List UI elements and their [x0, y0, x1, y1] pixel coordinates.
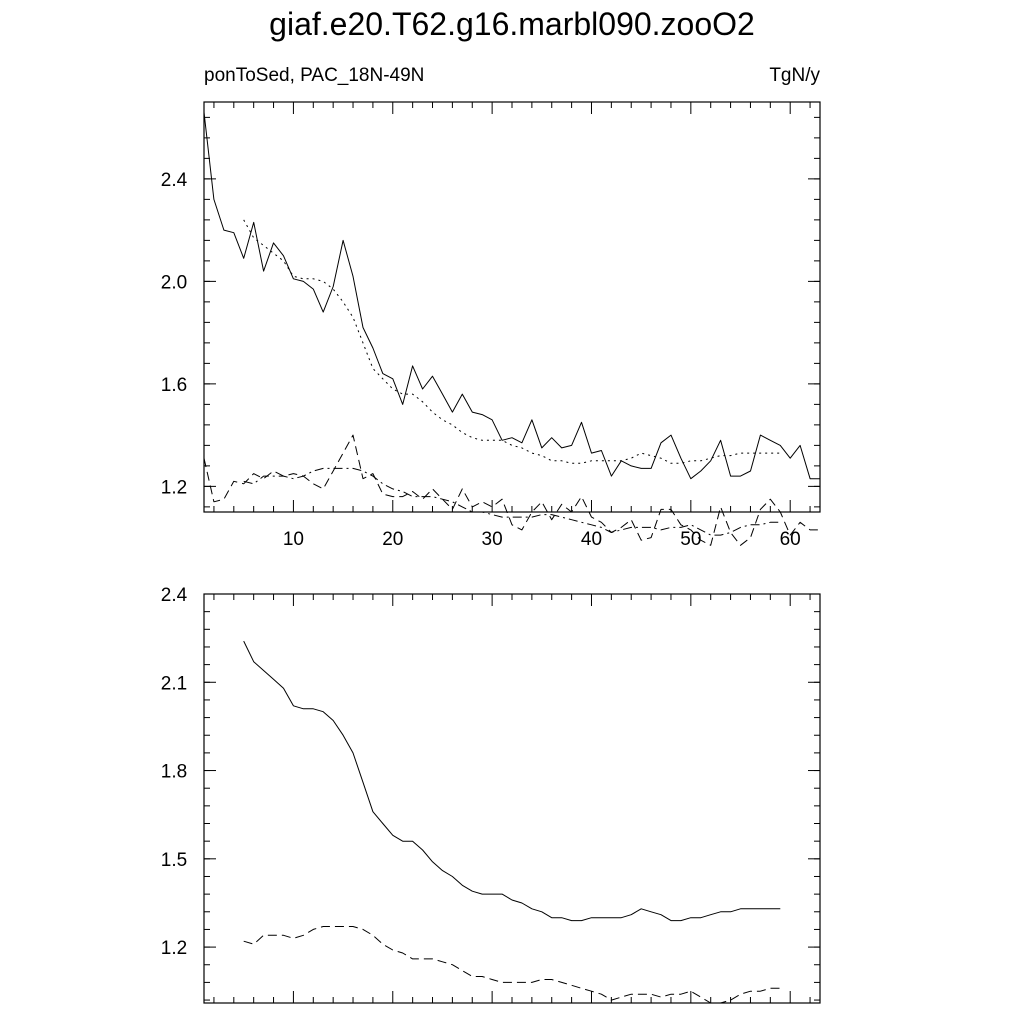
- x-tick-label: 40: [580, 529, 603, 550]
- y-tick-label: 2.0: [160, 272, 188, 294]
- x-tick-label: 30: [481, 529, 503, 550]
- x-tick-label: 10: [282, 529, 304, 550]
- y-tick-label: 1.2: [160, 938, 188, 960]
- bottom-plot-frame: [204, 594, 820, 1003]
- bottom-series-line-solid: [244, 641, 781, 921]
- top-plot-frame: [204, 102, 820, 512]
- y-tick-label: 1.5: [160, 849, 188, 871]
- top-series-line-dotted: [244, 220, 781, 463]
- units-label: TgN/y: [769, 65, 820, 86]
- bottom-panel: [161, 585, 820, 1003]
- y-tick-label: 1.8: [160, 761, 188, 783]
- y-tick-label: 1.2: [160, 477, 188, 499]
- chart-title: giaf.e20.T62.g16.marbl090.zooO2: [269, 6, 755, 42]
- top-series-line-solid: [204, 112, 820, 478]
- x-tick-label: 60: [779, 529, 801, 550]
- top-panel: [161, 102, 820, 550]
- y-tick-label: 1.6: [160, 374, 188, 396]
- variable-region-label: ponToSed, PAC_18N-49N: [204, 65, 425, 86]
- bottom-series-line-dashed: [244, 927, 781, 1004]
- y-tick-label: 2.4: [160, 585, 188, 606]
- x-tick-label: 50: [680, 529, 702, 550]
- y-tick-label: 2.1: [160, 673, 188, 695]
- y-tick-label: 2.4: [160, 169, 188, 191]
- x-tick-label: 20: [382, 529, 404, 550]
